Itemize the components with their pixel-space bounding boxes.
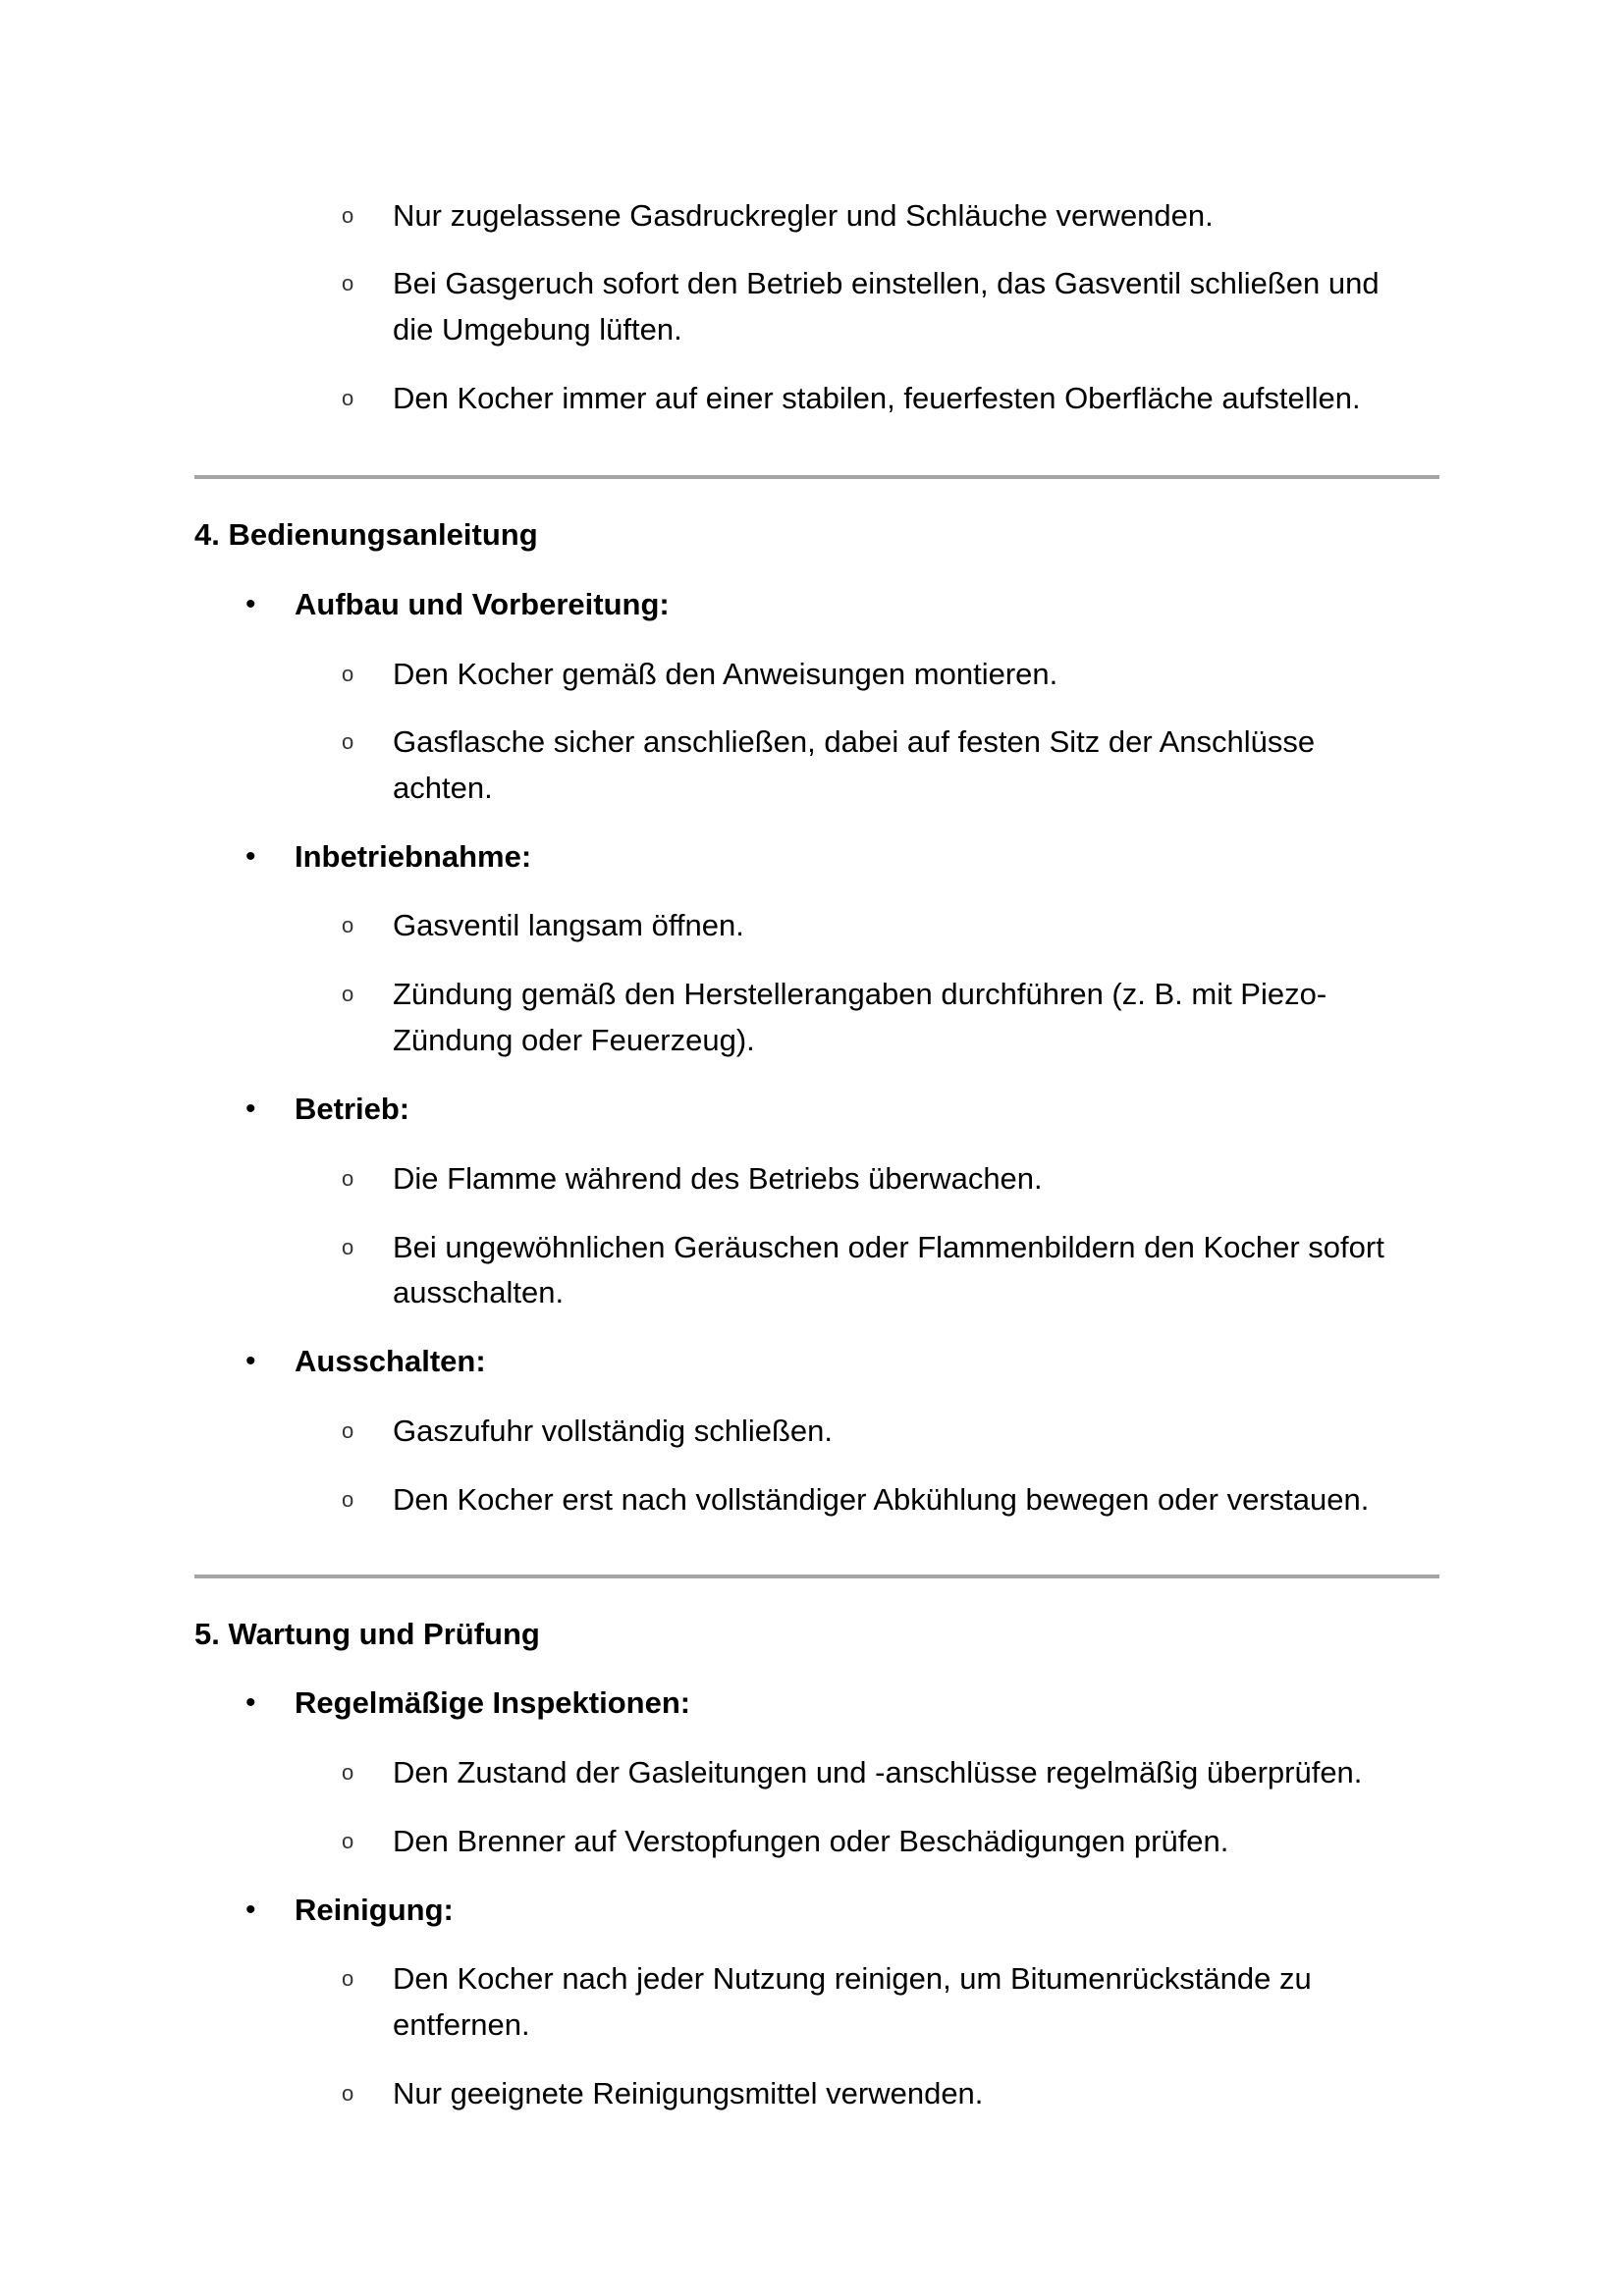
group-title: Reinigung: (295, 1893, 454, 1927)
list-item-continuation: ausschalten. (393, 1275, 565, 1309)
list-item: Den Kocher nach jeder Nutzung reinigen, um Bitumenrückstände zu (393, 1961, 1312, 1996)
list-item: Den Kocher gemäß den Anweisungen montieren. (393, 657, 1058, 691)
list-item: Gaszufuhr vollständig schließen. (393, 1414, 834, 1448)
group-title: Aufbau und Vorbereitung: (295, 587, 670, 621)
list-item: Nur geeignete Reinigungsmittel verwenden. (393, 2076, 984, 2110)
sub-bullet: o (342, 203, 354, 228)
bullet: • (245, 588, 256, 620)
list-item: Nur zugelassene Gasdruckregler und Schläuche verwenden. (393, 198, 1214, 233)
horizontal-rule (194, 1575, 1439, 1578)
list-item: Den Brenner auf Verstopfungen oder Beschädigungen prüfen. (393, 1824, 1229, 1858)
sub-bullet: o (342, 1487, 354, 1512)
group-title: Regelmäßige Inspektionen: (295, 1685, 691, 1720)
sub-bullet: o (342, 1235, 354, 1259)
list-item: Gasventil langsam öffnen. (393, 908, 744, 942)
sub-bullet: o (342, 1829, 354, 1853)
list-item: Den Zustand der Gasleitungen und -anschlüsse regelmäßig überprüfen. (393, 1755, 1363, 1789)
list-item-continuation: die Umgebung lüften. (393, 312, 682, 347)
sub-bullet: o (342, 982, 354, 1006)
section-heading: 5. Wartung und Prüfung (194, 1617, 540, 1651)
sub-bullet: o (342, 1966, 354, 1991)
list-item: Bei ungewöhnlichen Geräuschen oder Flammenbildern den Kocher sofort (393, 1230, 1384, 1264)
sub-bullet: o (342, 662, 354, 686)
sub-bullet: o (342, 913, 354, 937)
bullet: • (245, 1093, 256, 1125)
horizontal-rule (194, 475, 1439, 479)
list-item-continuation: achten. (393, 771, 493, 805)
list-item-continuation: entfernen. (393, 2007, 530, 2042)
sub-bullet: o (342, 1760, 354, 1785)
list-item: Den Kocher immer auf einer stabilen, feuerfesten Oberfläche aufstellen. (393, 381, 1361, 415)
sub-bullet: o (342, 386, 354, 410)
list-item: Gasflasche sicher anschließen, dabei auf festen Sitz der Anschlüsse (393, 724, 1316, 759)
sub-bullet: o (342, 1166, 354, 1191)
bullet: • (245, 1345, 256, 1377)
group-title: Inbetriebnahme: (295, 839, 532, 874)
group-title: Betrieb: (295, 1092, 410, 1126)
bullet: • (245, 1894, 256, 1926)
group-title: Ausschalten: (295, 1344, 486, 1378)
bullet: • (245, 1686, 256, 1719)
sub-bullet: o (342, 2081, 354, 2106)
list-item: Bei Gasgeruch sofort den Betrieb einstellen, das Gasventil schließen und (393, 266, 1380, 300)
sub-bullet: o (342, 271, 354, 295)
bullet: • (245, 840, 256, 873)
sub-bullet: o (342, 1418, 354, 1443)
section-heading: 4. Bedienungsanleitung (194, 517, 538, 552)
list-item: Zündung gemäß den Herstellerangaben durchführen (z. B. mit Piezo- (393, 977, 1327, 1011)
sub-bullet: o (342, 729, 354, 754)
list-item: Den Kocher erst nach vollständiger Abkühlung bewegen oder verstauen. (393, 1482, 1370, 1517)
list-item: Die Flamme während des Betriebs überwachen. (393, 1161, 1043, 1196)
list-item-continuation: Zündung oder Feuerzeug). (393, 1023, 755, 1057)
